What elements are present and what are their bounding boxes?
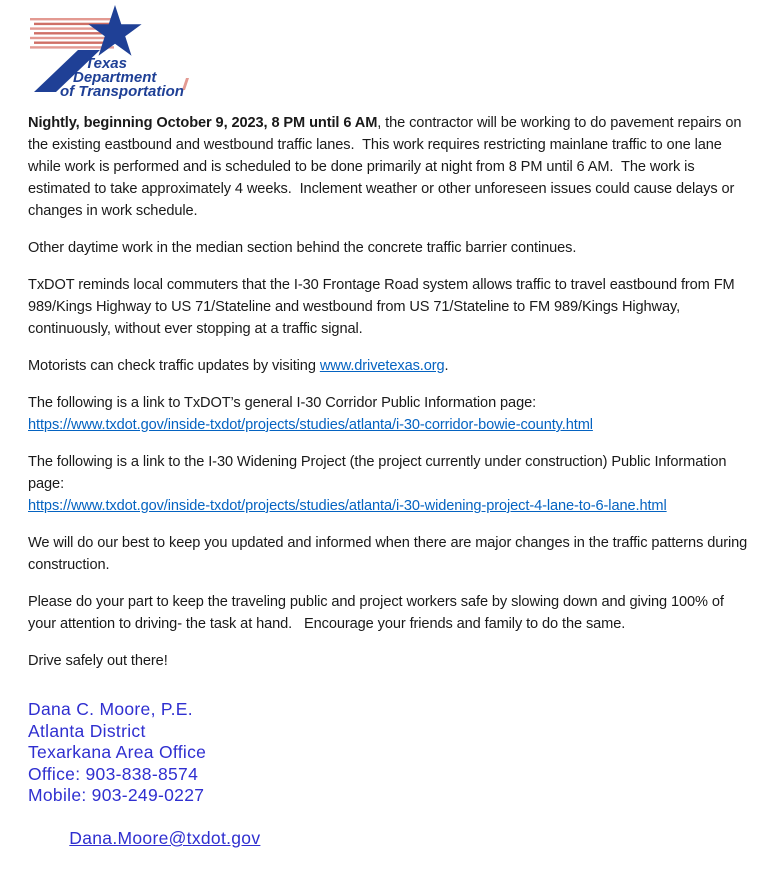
hyperlink[interactable]: https://www.txdot.gov/inside-txdot/projects/studies/atlanta/i-30-corridor-bowie-county.html xyxy=(28,417,593,433)
paragraph xyxy=(28,355,752,377)
paragraph xyxy=(28,274,752,340)
body-text: The following is a link to the I-30 Widening Project (the project currently under construction) Public Information page: xyxy=(28,454,731,492)
paragraph xyxy=(28,532,752,576)
document-body xyxy=(28,112,752,871)
bold-text: Nightly, beginning October 9, 2023, 8 PM until 6 AM xyxy=(28,115,378,131)
txdot-logo xyxy=(26,4,216,106)
body-text: Please do your part to keep the traveling public and project workers safe by slowing down and giving 100% of your attention to driving- the task at hand. Encourage your friends and family to do the same. xyxy=(28,594,728,632)
paragraphs xyxy=(28,112,752,672)
signature-office-name: Texarkana Area Office xyxy=(28,742,207,762)
signature-name: Dana C. Moore, P.E. xyxy=(28,699,193,719)
txdot-logo-graphic xyxy=(26,4,216,106)
hyperlink[interactable]: https://www.txdot.gov/inside-txdot/projects/studies/atlanta/i-30-widening-project-4-lane-to-6-lane.html xyxy=(28,498,667,514)
paragraph xyxy=(28,392,752,436)
body-text: Other daytime work in the median section behind the concrete traffic barrier continues. xyxy=(28,240,577,256)
paragraph xyxy=(28,237,752,259)
signature-block xyxy=(28,699,752,871)
logo-text-line3: of Transportation xyxy=(60,83,184,100)
body-text: Drive safely out there! xyxy=(28,653,168,669)
body-text: , the contractor will be working to do pavement repairs on the existing eastbound and westbound traffic lanes. This work requires restricting mainlane traffic to one lane while work is performed and is scheduled to be done primarily at night from 8 PM until 6 AM. The work is estimated to take approximately 4 weeks. Inclement weather or other unforeseen issues could cause delays or changes in work schedule. xyxy=(28,115,746,219)
body-text: Motorists can check traffic updates by visiting xyxy=(28,358,320,374)
paragraph xyxy=(28,591,752,635)
logo-text-line2: Department xyxy=(73,69,157,86)
body-text: We will do our best to keep you updated and informed when there are major changes in the traffic patterns during construction. xyxy=(28,535,752,573)
logo-text-line1: Texas xyxy=(85,55,127,72)
signature-office-phone: Office: 903-838-8574 xyxy=(28,763,199,784)
signature-mobile-phone: Mobile: 903-249-0227 xyxy=(28,785,205,805)
body-text: . xyxy=(444,358,449,374)
signature-email-line xyxy=(28,807,752,872)
body-text: TxDOT reminds local commuters that the I-30 Frontage Road system allows traffic to travel eastbound from FM 989/Kings Highway to US 71/Stateline and westbound from US 71/Stateline to FM 989/Kings Highway, continuously, without ever stopping at a traffic signal. xyxy=(28,277,739,337)
paragraph xyxy=(28,112,752,222)
paragraph xyxy=(28,650,752,672)
body-text: The following is a link to TxDOT’s general I-30 Corridor Public Information page: xyxy=(28,395,537,411)
signature-district: Atlanta District xyxy=(28,720,146,741)
email-link[interactable]: Dana.Moore@txdot.gov xyxy=(69,828,261,848)
paragraph xyxy=(28,451,752,517)
hyperlink[interactable]: www.drivetexas.org xyxy=(319,358,445,374)
